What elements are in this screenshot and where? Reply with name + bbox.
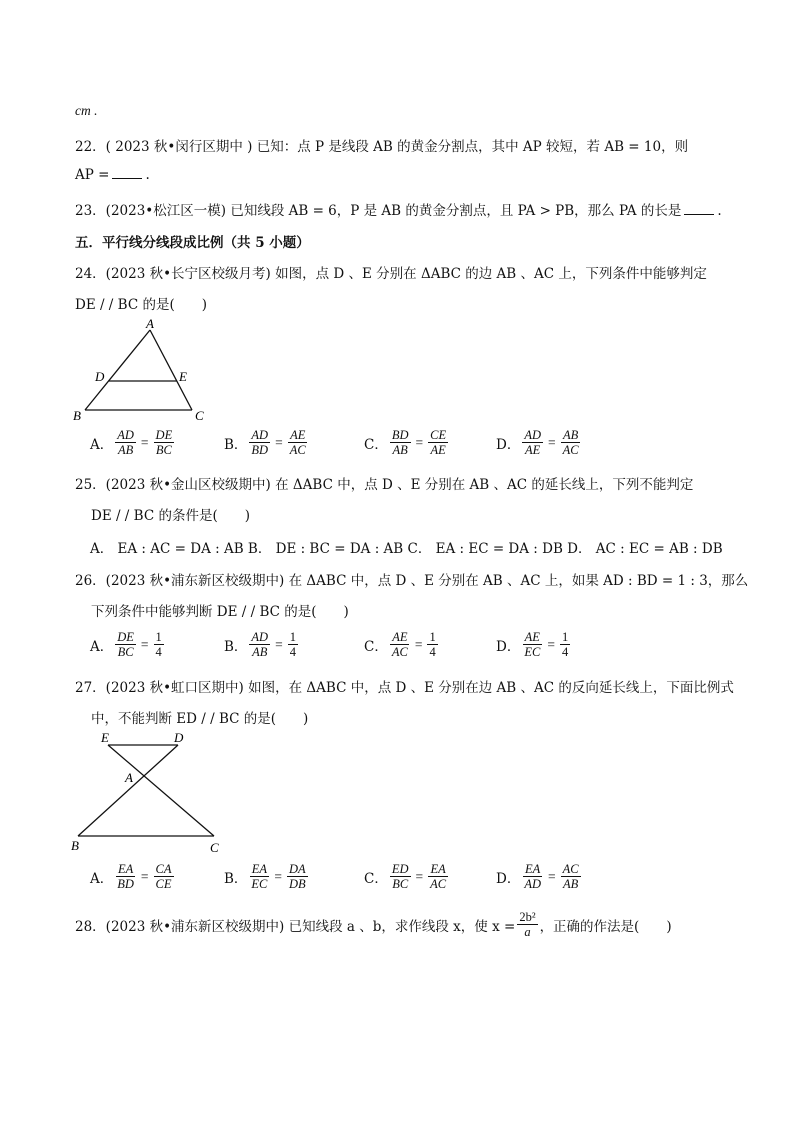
fig27-label-d: D xyxy=(174,730,184,745)
frac-num: AD xyxy=(251,630,269,644)
equals-sign: = xyxy=(415,434,424,450)
frac-den: AB xyxy=(392,443,408,457)
option-label: D． xyxy=(496,436,521,453)
question-25-options[interactable]: A． EA : AC = DA : AB B． DE : BC = DA : AB C． EA : EC = DA : DB D． AC : EC = AB : DB xyxy=(90,541,723,557)
frac-num: 1 xyxy=(429,630,436,644)
frac-num: 1 xyxy=(155,630,162,644)
option-label: D． xyxy=(496,870,521,887)
question-22-ap: AP = xyxy=(75,167,110,183)
frac-den: BD xyxy=(251,443,269,457)
fig27-label-a: A xyxy=(125,770,133,785)
option-label: B． xyxy=(224,870,248,887)
question-22-line1: 22．( 2023 秋•闵行区期中 ) 已知：点 P 是线段 AB 的黄金分割点，其中 AP 较短，若 AB = 10，则 xyxy=(75,139,689,155)
frac-num: EA xyxy=(117,862,134,876)
option-24-d[interactable] xyxy=(496,428,583,457)
question-26-line1: 26．(2023 秋•浦东新区校级期中) 在 ΔABC 中，点 D 、E 分别在 AB 、AC 上，如果 AD : BD = 1 : 3，那么 xyxy=(75,573,749,589)
frac-num: EA xyxy=(251,862,268,876)
frac-num: 2b² xyxy=(519,910,536,924)
fig24-label-e: E xyxy=(179,369,187,384)
option-label: C． xyxy=(364,638,388,655)
frac-den: EC xyxy=(251,877,268,891)
equals-sign: = xyxy=(547,636,555,652)
frac-den: 4 xyxy=(289,645,296,659)
equals-sign: = xyxy=(415,868,424,884)
frac-den: 4 xyxy=(561,645,569,659)
equals-sign: = xyxy=(140,636,149,652)
option-24-b[interactable] xyxy=(224,428,310,457)
question-28-text: 28．(2023 秋•浦东新区校级期中) 已知线段 a 、b，求作线段 x，使 x = xyxy=(75,918,516,935)
option-label: B． xyxy=(224,638,248,655)
frac-den: AB xyxy=(562,877,579,891)
frac-den: BC xyxy=(392,877,409,891)
option-26-c[interactable] xyxy=(364,630,440,659)
frac-num: 1 xyxy=(289,630,296,644)
frac-num: AC xyxy=(562,862,579,876)
section-5-title: 五．平行线分线段成比例（共 5 小题） xyxy=(75,235,310,251)
fig27-label-e: E xyxy=(101,730,109,745)
frac-num: BD xyxy=(391,428,409,442)
option-label: C． xyxy=(364,870,388,887)
question-22-line2 xyxy=(75,166,150,183)
equals-sign: = xyxy=(414,636,423,652)
frac-den: AE xyxy=(430,443,446,457)
option-label: C． xyxy=(364,436,388,453)
frac-num: AD xyxy=(524,428,541,442)
answer-blank xyxy=(112,166,142,179)
frac-den: 4 xyxy=(155,645,162,659)
frac-den: AE xyxy=(525,443,541,457)
fig24-label-d: D xyxy=(95,369,105,384)
frac-den: 4 xyxy=(429,645,436,659)
frac-num: DE xyxy=(155,428,173,442)
option-27-b[interactable] xyxy=(224,862,310,891)
text-line-cm: cm . xyxy=(75,103,98,118)
option-26-a[interactable] xyxy=(90,630,166,659)
fig27-label-b: B xyxy=(71,838,79,853)
frac-num: DE xyxy=(117,630,134,644)
equals-sign: = xyxy=(548,868,556,884)
fig27-label-c: C xyxy=(210,840,219,855)
option-24-c[interactable] xyxy=(364,428,450,457)
option-label: A． xyxy=(90,870,114,887)
frac-num: EA xyxy=(525,862,541,876)
option-24-a[interactable] xyxy=(90,428,176,457)
option-27-c[interactable] xyxy=(364,862,450,891)
frac-den: EC xyxy=(524,645,541,659)
frac-den: AC xyxy=(430,877,447,891)
option-label: A． xyxy=(90,638,114,655)
frac-den: BD xyxy=(117,877,134,891)
equals-sign: = xyxy=(275,636,283,652)
question-28-end: ，正确的作法是( ) xyxy=(539,918,672,935)
question-28 xyxy=(75,910,672,939)
frac-den: AC xyxy=(391,645,408,659)
frac-num: 1 xyxy=(561,630,569,644)
frac-den: AC xyxy=(562,443,579,457)
question-27-line1: 27．(2023 秋•虹口区期中) 如图，在 ΔABC 中，点 D 、E 分别在边 AB 、AC 的反向延长线上，下面比例式 xyxy=(75,680,734,696)
frac-num: AE xyxy=(290,428,306,442)
option-26-b[interactable] xyxy=(224,630,300,659)
frac-den: BC xyxy=(117,645,134,659)
question-26-line2: 下列条件中能够判断 DE / / BC 的是( ) xyxy=(91,604,349,620)
frac-num: AD xyxy=(117,428,134,442)
frac-den: DB xyxy=(289,877,306,891)
frac-den: BC xyxy=(155,443,172,457)
frac-den: a xyxy=(524,925,531,939)
question-25-line2: DE / / BC 的条件是( ) xyxy=(91,508,250,524)
option-label: D． xyxy=(496,638,521,655)
equals-sign: = xyxy=(140,868,149,884)
equals-sign: = xyxy=(274,868,283,884)
option-26-d[interactable] xyxy=(496,630,572,659)
option-label: B． xyxy=(224,436,248,453)
frac-num: AE xyxy=(524,630,540,644)
question-27-line2: 中，不能判断 ED / / BC 的是( ) xyxy=(91,711,309,727)
answer-blank xyxy=(684,202,714,215)
option-label: A． xyxy=(90,436,114,453)
question-23-end: . xyxy=(717,203,722,219)
frac-den: AD xyxy=(524,877,541,891)
frac-num: DA xyxy=(289,862,306,876)
option-27-d[interactable] xyxy=(496,862,583,891)
frac-num: EA xyxy=(430,862,446,876)
frac-num: AD xyxy=(251,428,269,442)
figure-24-triangle xyxy=(65,313,225,425)
figure-27-bowtie xyxy=(65,726,245,856)
question-24-line2: DE / / BC 的是( ) xyxy=(75,297,207,313)
fig24-label-c: C xyxy=(195,408,204,423)
frac-num: ED xyxy=(391,862,409,876)
q28-fraction xyxy=(517,910,537,939)
question-22-end: . xyxy=(145,167,150,183)
frac-num: CA xyxy=(155,862,172,876)
question-23 xyxy=(75,199,722,219)
frac-num: AB xyxy=(562,428,579,442)
option-27-a[interactable] xyxy=(90,862,176,891)
equals-sign: = xyxy=(140,434,149,450)
question-23-text: 23．(2023•松江区一模) 已知线段 AB = 6，P 是 AB 的黄金分割点，且 PA > PB，那么 PA 的长是 xyxy=(75,203,682,219)
question-24-line1: 24．(2023 秋•长宁区校级月考) 如图，点 D 、E 分别在 ΔABC 的边 AB 、AC 上，下列条件中能够判定 xyxy=(75,266,707,282)
equals-sign: = xyxy=(548,434,556,450)
frac-den: AB xyxy=(117,443,134,457)
frac-den: CE xyxy=(155,877,172,891)
frac-den: AB xyxy=(252,645,268,659)
equals-sign: = xyxy=(275,434,283,450)
frac-den: AC xyxy=(289,443,306,457)
frac-num: AE xyxy=(392,630,408,644)
frac-num: CE xyxy=(430,428,447,442)
fig24-label-a: A xyxy=(146,316,154,331)
question-25-line1: 25．(2023 秋•金山区校级期中) 在 ΔABC 中，点 D 、E 分别在 AB 、AC 的延长线上，下列不能判定 xyxy=(75,477,694,493)
fig24-label-b: B xyxy=(73,408,81,423)
